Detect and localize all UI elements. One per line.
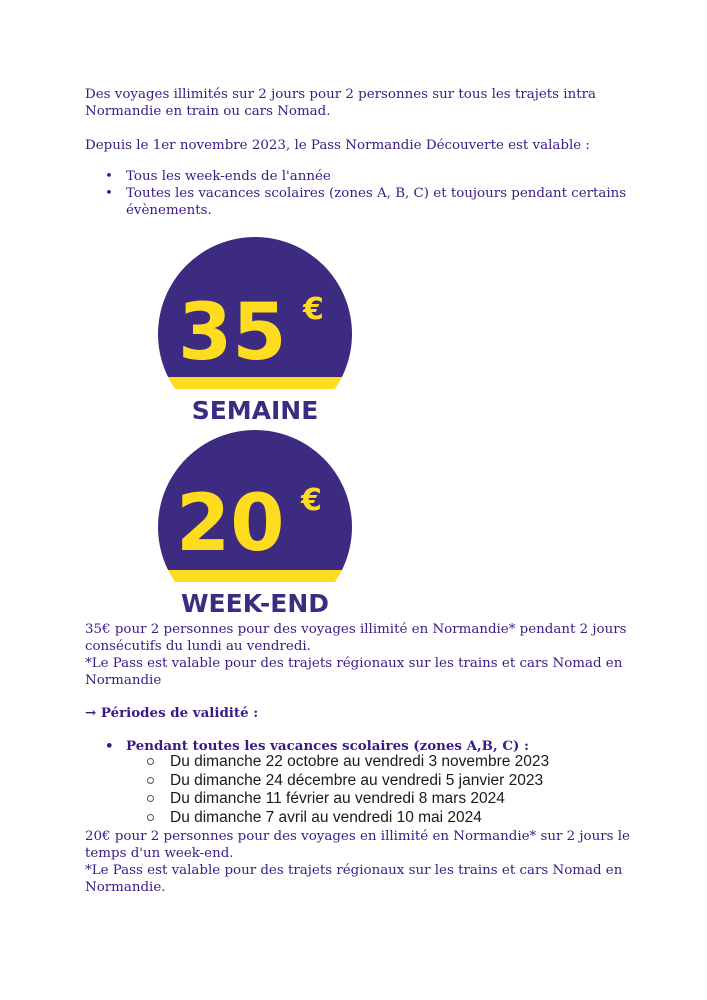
list-item: Du dimanche 22 octobre au vendredi 3 novembre 2023 <box>147 753 549 772</box>
semaine-currency: € <box>303 292 324 327</box>
bullet-icon: • <box>105 169 113 184</box>
footnote-semaine: *Le Pass est valable pour des trajets régionaux sur les trains et cars Nomad en Normandie <box>85 656 623 688</box>
semaine-description: 35€ pour 2 personnes pour des voyages illimité en Normandie* pendant 2 jours consécutifs du lundi au vendredi. <box>85 622 627 654</box>
circle-bullet-icon <box>147 814 154 821</box>
circle-bullet-icon <box>147 795 154 802</box>
list-item: Du dimanche 11 février au vendredi 8 mars 2024 <box>147 790 549 809</box>
semaine-price-badge <box>158 237 358 427</box>
semaine-price: 35 <box>178 288 287 378</box>
list-item: Du dimanche 24 décembre au vendredi 5 janvier 2023 <box>147 772 549 791</box>
list-item: • Tous les week-ends de l'année <box>105 169 331 184</box>
weekend-price: 20 <box>176 479 285 569</box>
intro-paragraph: Des voyages illimités sur 2 jours pour 2 personnes sur tous les trajets intra Normandie en train ou cars Nomad. <box>85 87 596 119</box>
bullet-icon: • <box>105 186 113 201</box>
weekend-currency: € <box>301 483 322 518</box>
circle-bullet-icon <box>147 758 154 765</box>
footnote-weekend: *Le Pass est valable pour des trajets régionaux sur les trains et cars Nomad en Normandie. <box>85 863 623 895</box>
circle-bullet-icon <box>147 777 154 784</box>
list-item: • Toutes les vacances scolaires (zones A, B, C) et toujours pendant certains évènements. <box>105 186 627 218</box>
weekend-price-badge <box>158 430 358 620</box>
validity-intro: Depuis le 1er novembre 2023, le Pass Normandie Découverte est valable : <box>85 138 590 153</box>
weekend-label: WEEK-END <box>180 589 330 618</box>
periods-heading: → Périodes de validité : <box>85 705 259 721</box>
list-item: • Pendant toutes les vacances scolaires (zones A,B, C) : <box>105 738 529 754</box>
semaine-label: SEMAINE <box>191 396 319 425</box>
weekend-description: 20€ pour 2 personnes pour des voyages en illimité en Normandie* sur 2 jours le temps d'un week-end. <box>85 829 630 861</box>
validity-list <box>85 168 645 219</box>
bullet-icon: • <box>105 738 114 754</box>
holiday-dates-list <box>147 753 549 828</box>
list-item: Du dimanche 7 avril au vendredi 10 mai 2024 <box>147 809 549 828</box>
